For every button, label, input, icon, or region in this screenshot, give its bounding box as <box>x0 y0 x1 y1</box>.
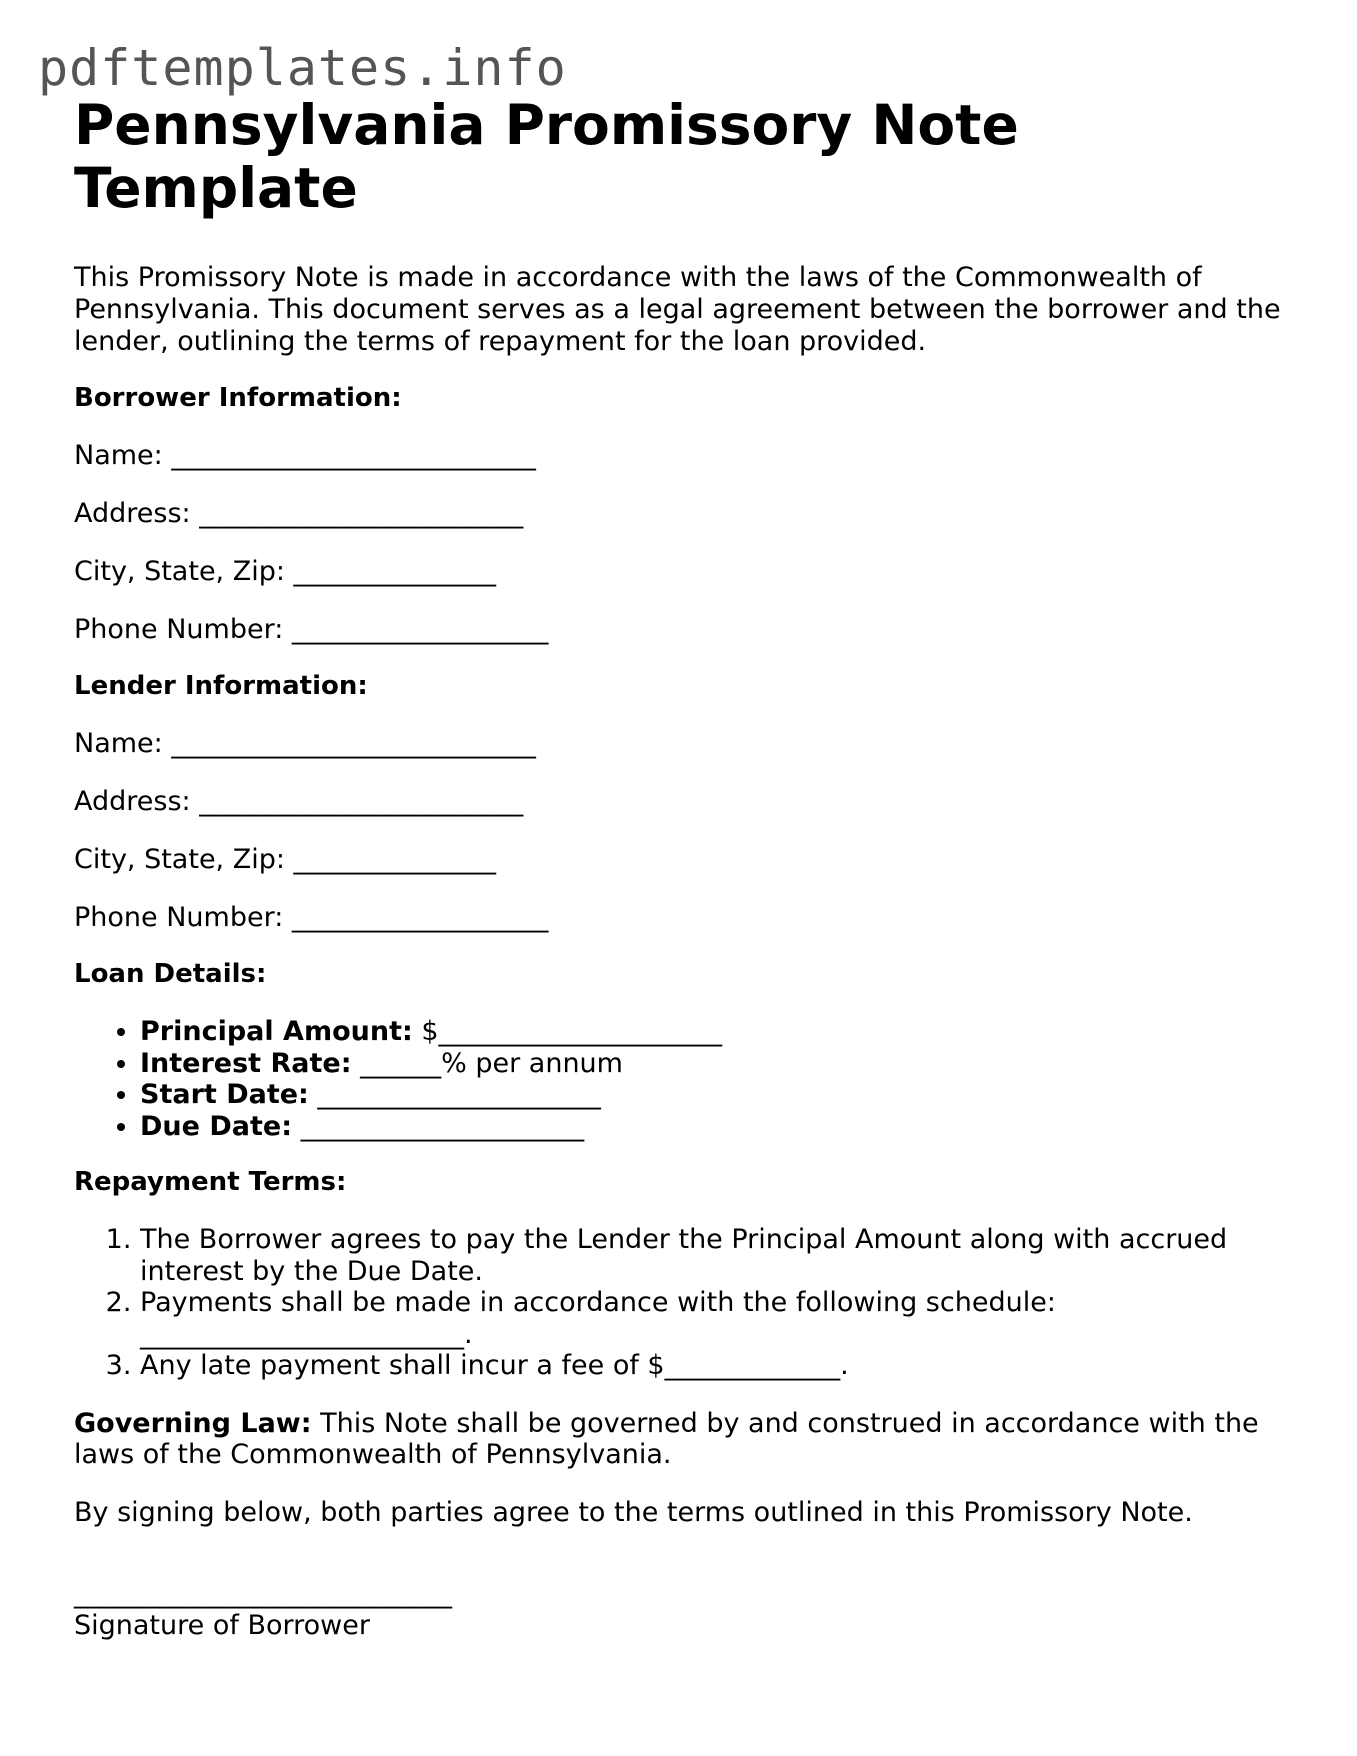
borrower-city-field: City, State, Zip: _______________ <box>74 556 497 587</box>
loan-detail-label: Principal Amount: <box>140 1016 413 1047</box>
loan-detail-value: _____________________ <box>292 1110 585 1142</box>
lender-phone-field: Phone Number: ___________________ <box>74 902 549 933</box>
loan-detail-due-date <box>140 1111 1284 1143</box>
borrower-address-field: Address: ________________________ <box>74 498 524 529</box>
borrower-phone-field: Phone Number: ___________________ <box>74 614 549 645</box>
repayment-term: 1. The Borrower agrees to pay the Lender the Principal Amount along with accrued interest by the Due Date. <box>140 1224 1284 1287</box>
repayment-terms-list <box>74 1224 1284 1382</box>
intro-paragraph: This Promissory Note is made in accordance with the laws of the Commonwealth of Pennsylvania. This document serves as a legal agreement between the borrower and the lender, outlining the terms of repayment for the loan provided. <box>74 262 1281 357</box>
agreement-paragraph: By signing below, both parties agree to the terms outlined in this Promissory Note. <box>74 1496 1193 1528</box>
loan-details-heading: Loan Details: <box>74 959 267 989</box>
loan-detail-value: ______% per annum <box>351 1047 623 1079</box>
loan-detail-principal <box>140 1016 1284 1048</box>
repayment-term: 2. Payments shall be made in accordance with the following schedule: ________________________. <box>140 1287 1284 1350</box>
governing-law-label: Governing Law: <box>74 1407 312 1439</box>
lender-city-field: City, State, Zip: _______________ <box>74 844 497 875</box>
repayment-term: 3. Any late payment shall incur a fee of $_____________. <box>140 1350 1284 1382</box>
signature-label: Signature of Borrower <box>74 1610 370 1641</box>
governing-law-text: This Note shall be governed by and construed in accordance with the laws of the Commonwealth of Pennsylvania. <box>74 1407 1259 1470</box>
loan-detail-value: _____________________ <box>308 1079 601 1110</box>
borrower-signature-block <box>74 1578 1284 1642</box>
document-title: Pennsylvania Promissory Note Template <box>74 93 1019 220</box>
lender-address-field: Address: ________________________ <box>74 786 524 817</box>
watermark-text: pdftemplates.info <box>38 39 567 97</box>
signature-line: ____________________________ <box>74 1578 452 1609</box>
lender-heading: Lender Information: <box>74 671 368 701</box>
loan-details-list <box>74 1016 1284 1142</box>
loan-detail-label: Interest Rate: <box>140 1047 352 1079</box>
governing-law-paragraph <box>74 1408 1284 1471</box>
document-page <box>74 94 1284 1642</box>
loan-detail-value: $_____________________ <box>412 1016 723 1047</box>
repayment-heading: Repayment Terms: <box>74 1167 347 1197</box>
borrower-heading: Borrower Information: <box>74 383 402 413</box>
loan-detail-start-date <box>140 1079 1284 1111</box>
borrower-name-field: Name: ___________________________ <box>74 440 536 471</box>
lender-name-field: Name: ___________________________ <box>74 728 536 759</box>
loan-detail-interest <box>140 1048 1284 1080</box>
loan-detail-label: Start Date: <box>140 1079 309 1110</box>
loan-detail-label: Due Date: <box>140 1110 292 1142</box>
